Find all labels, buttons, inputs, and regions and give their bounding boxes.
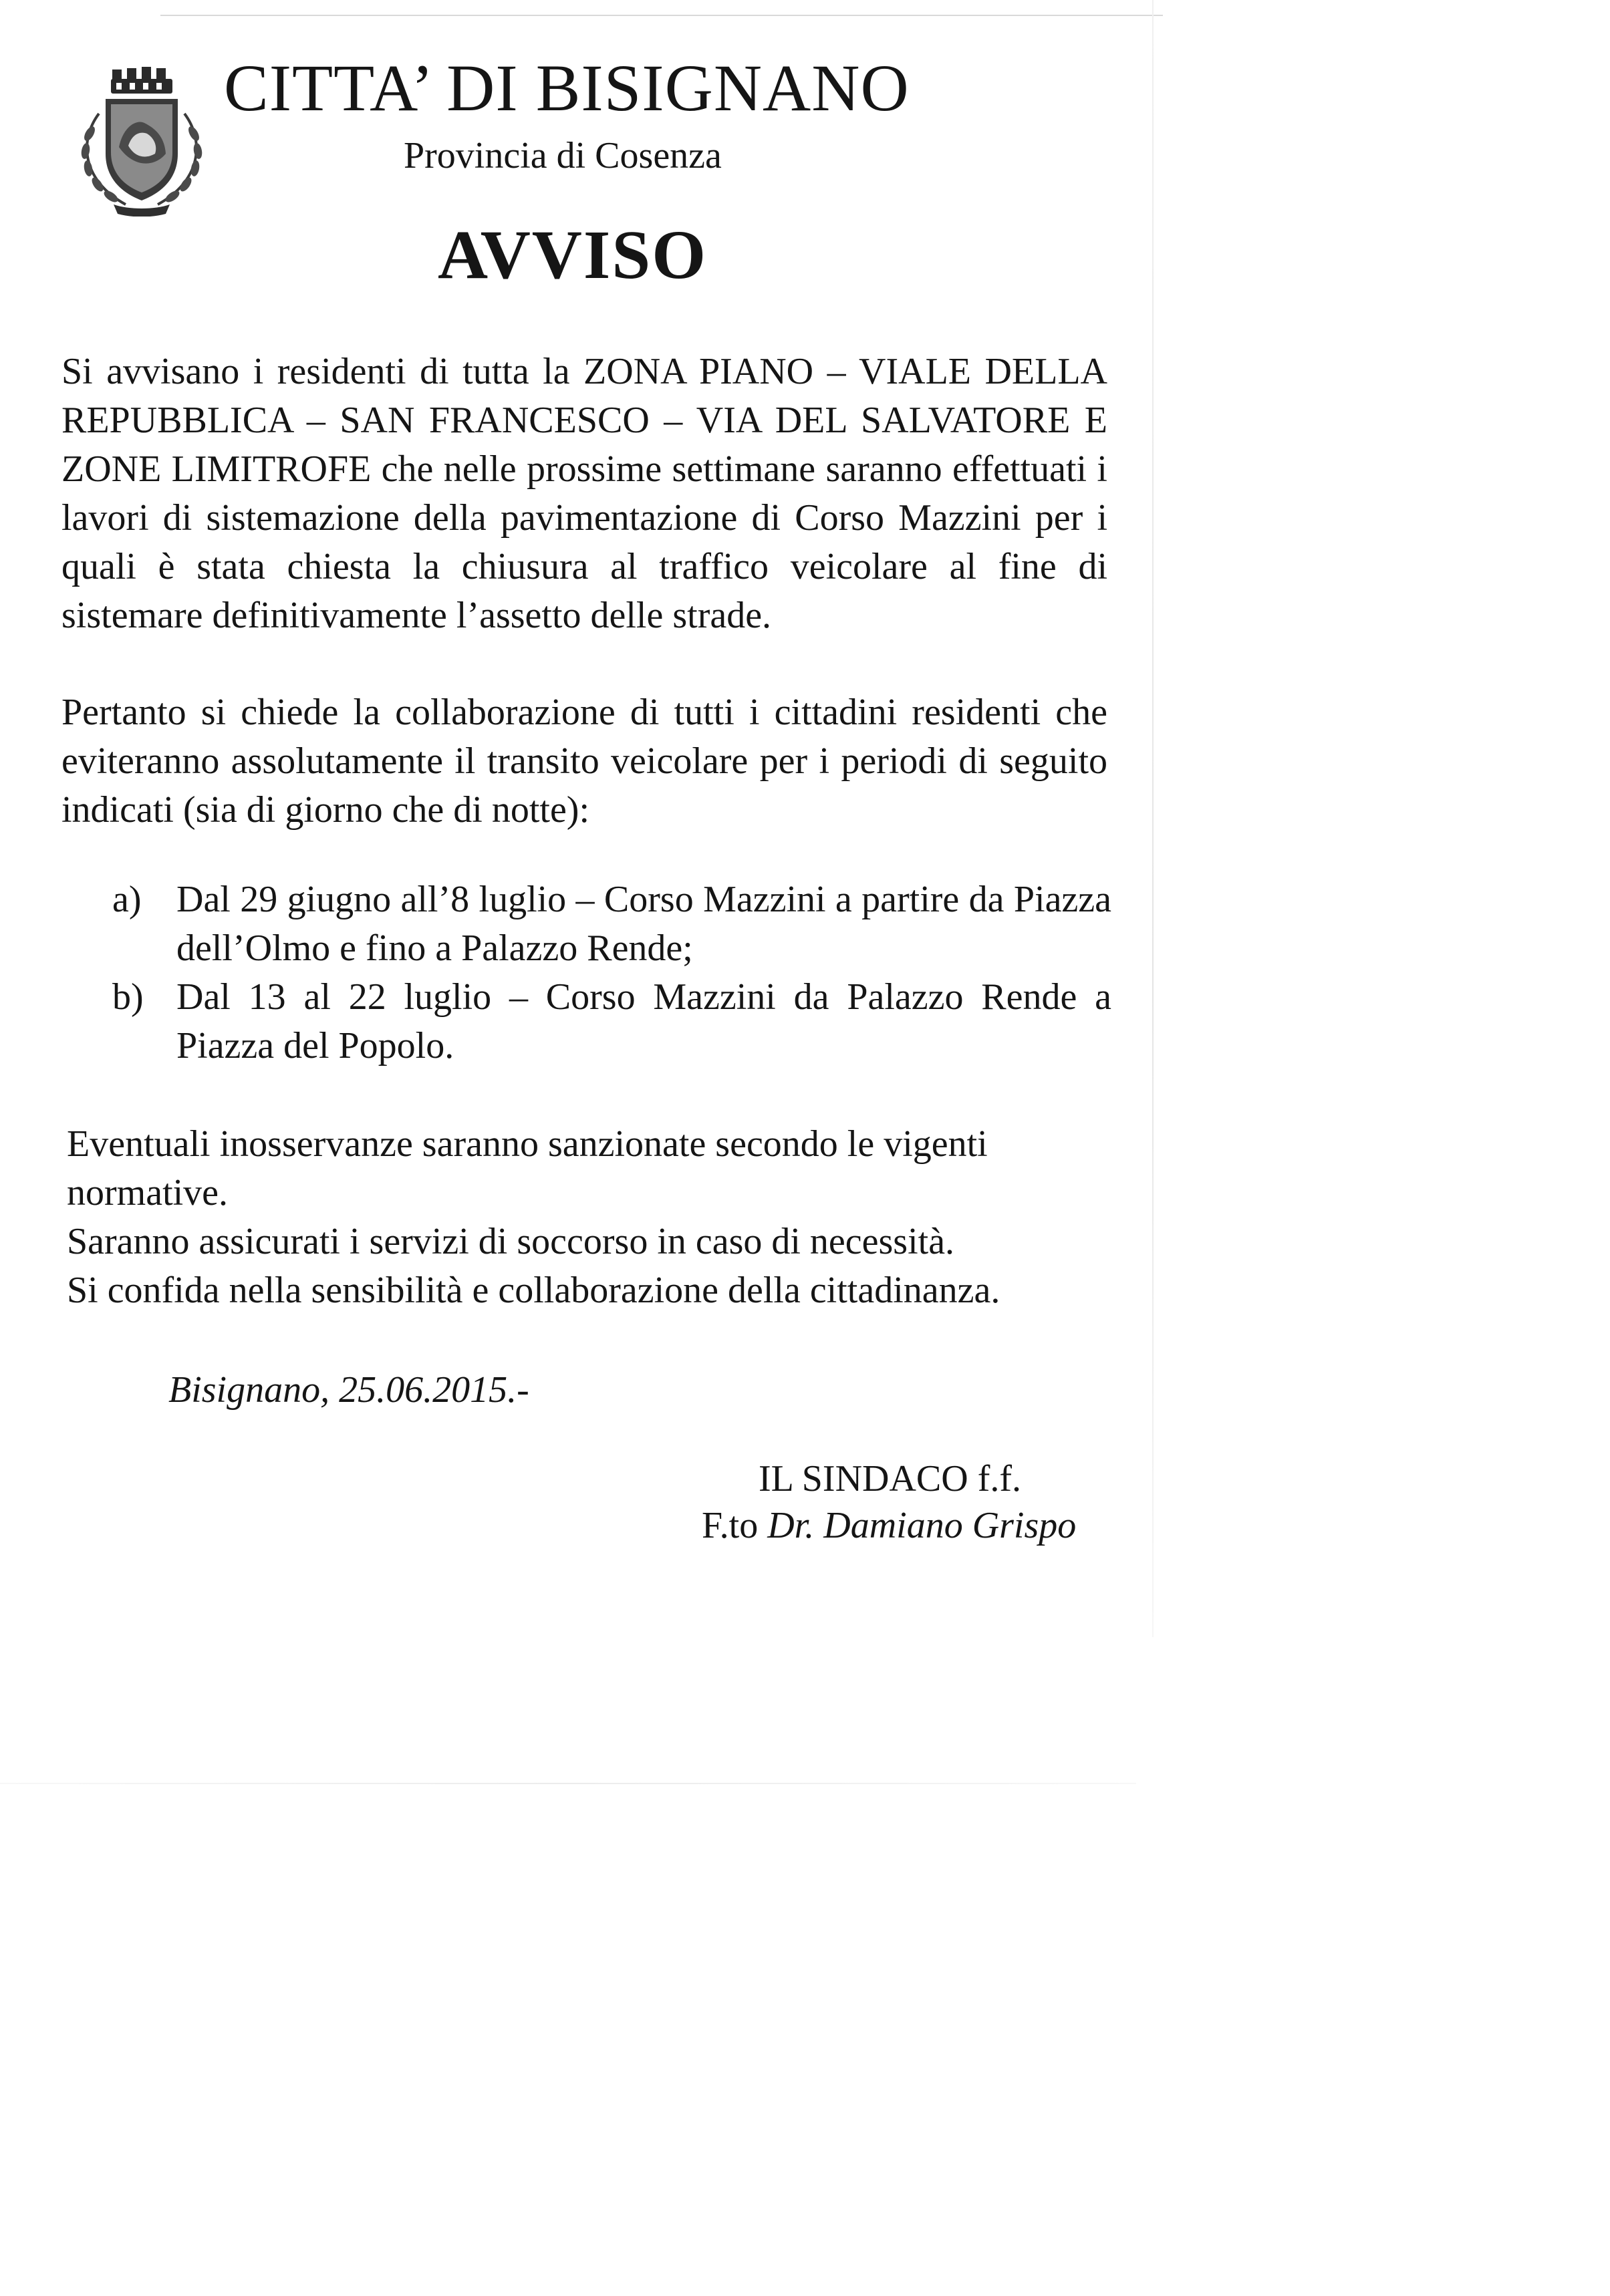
list-item [112, 875, 1111, 973]
signature-role: IL SINDACO f.f. [759, 1458, 1021, 1499]
list-item-marker: b) [112, 976, 144, 1018]
scan-border-right [1152, 0, 1154, 1637]
list-item-marker: a) [112, 879, 142, 920]
notice-heading: AVVISO [438, 217, 708, 293]
notice-closing-paragraph [67, 1120, 1109, 1315]
scan-border-bottom [0, 1783, 1136, 1784]
trust-line: Si confida nella sensibilità e collaborazione della cittadinanza. [67, 1270, 1000, 1311]
closure-periods-list [112, 875, 1111, 1070]
sanctions-line: Eventuali inosservanze saranno sanzionate secondo le vigenti [67, 1123, 988, 1165]
scan-border-top [160, 15, 1163, 16]
list-item-text: Dal 13 al 22 luglio – Corso Mazzini da Palazzo Rende a Piazza del Popolo. [176, 976, 1111, 1066]
coat-of-arms-icon [72, 67, 211, 217]
sanctions-line-end: normative. [67, 1172, 229, 1213]
province-subtitle: Provincia di Cosenza [404, 135, 722, 176]
city-title: CITTA’ DI BISIGNANO [224, 51, 910, 125]
place-and-date: Bisignano, 25.06.2015.- [168, 1369, 529, 1411]
notice-intro-paragraph: Si avvisano i residenti di tutta la ZONA PIANO – VIALE DELLA REPUBBLICA – SAN FRANCESCO – VIA DEL SALVATORE E ZONE LIMITROFE che nelle prossime settimane saranno effettuati i lavori di sistemazione della pavimentazione di Corso Mazzini per i quali è stata chiesta la chiusura al traffico veicolare al fine di sistemare definitivamente l’assetto delle strade. [61, 351, 1107, 636]
list-item-text: Dal 29 giugno all’8 luglio – Corso Mazzini a partire da Piazza dell’Olmo e fino a Palazzo Rende; [176, 879, 1111, 969]
notice-request-paragraph: Pertanto si chiede la collaborazione di tutti i cittadini residenti che eviteranno assolutamente il transito veicolare per i periodi di seguito indicati (sia di giorno che di notte): [61, 692, 1107, 831]
signature-name [702, 1507, 1076, 1544]
rescue-services-line: Saranno assicurati i servizi di soccorso in caso di necessità. [67, 1221, 955, 1262]
list-item [112, 973, 1111, 1070]
signatory-name: Dr. Damiano Grispo [767, 1505, 1077, 1546]
signature-prefix: F.to [702, 1505, 768, 1546]
